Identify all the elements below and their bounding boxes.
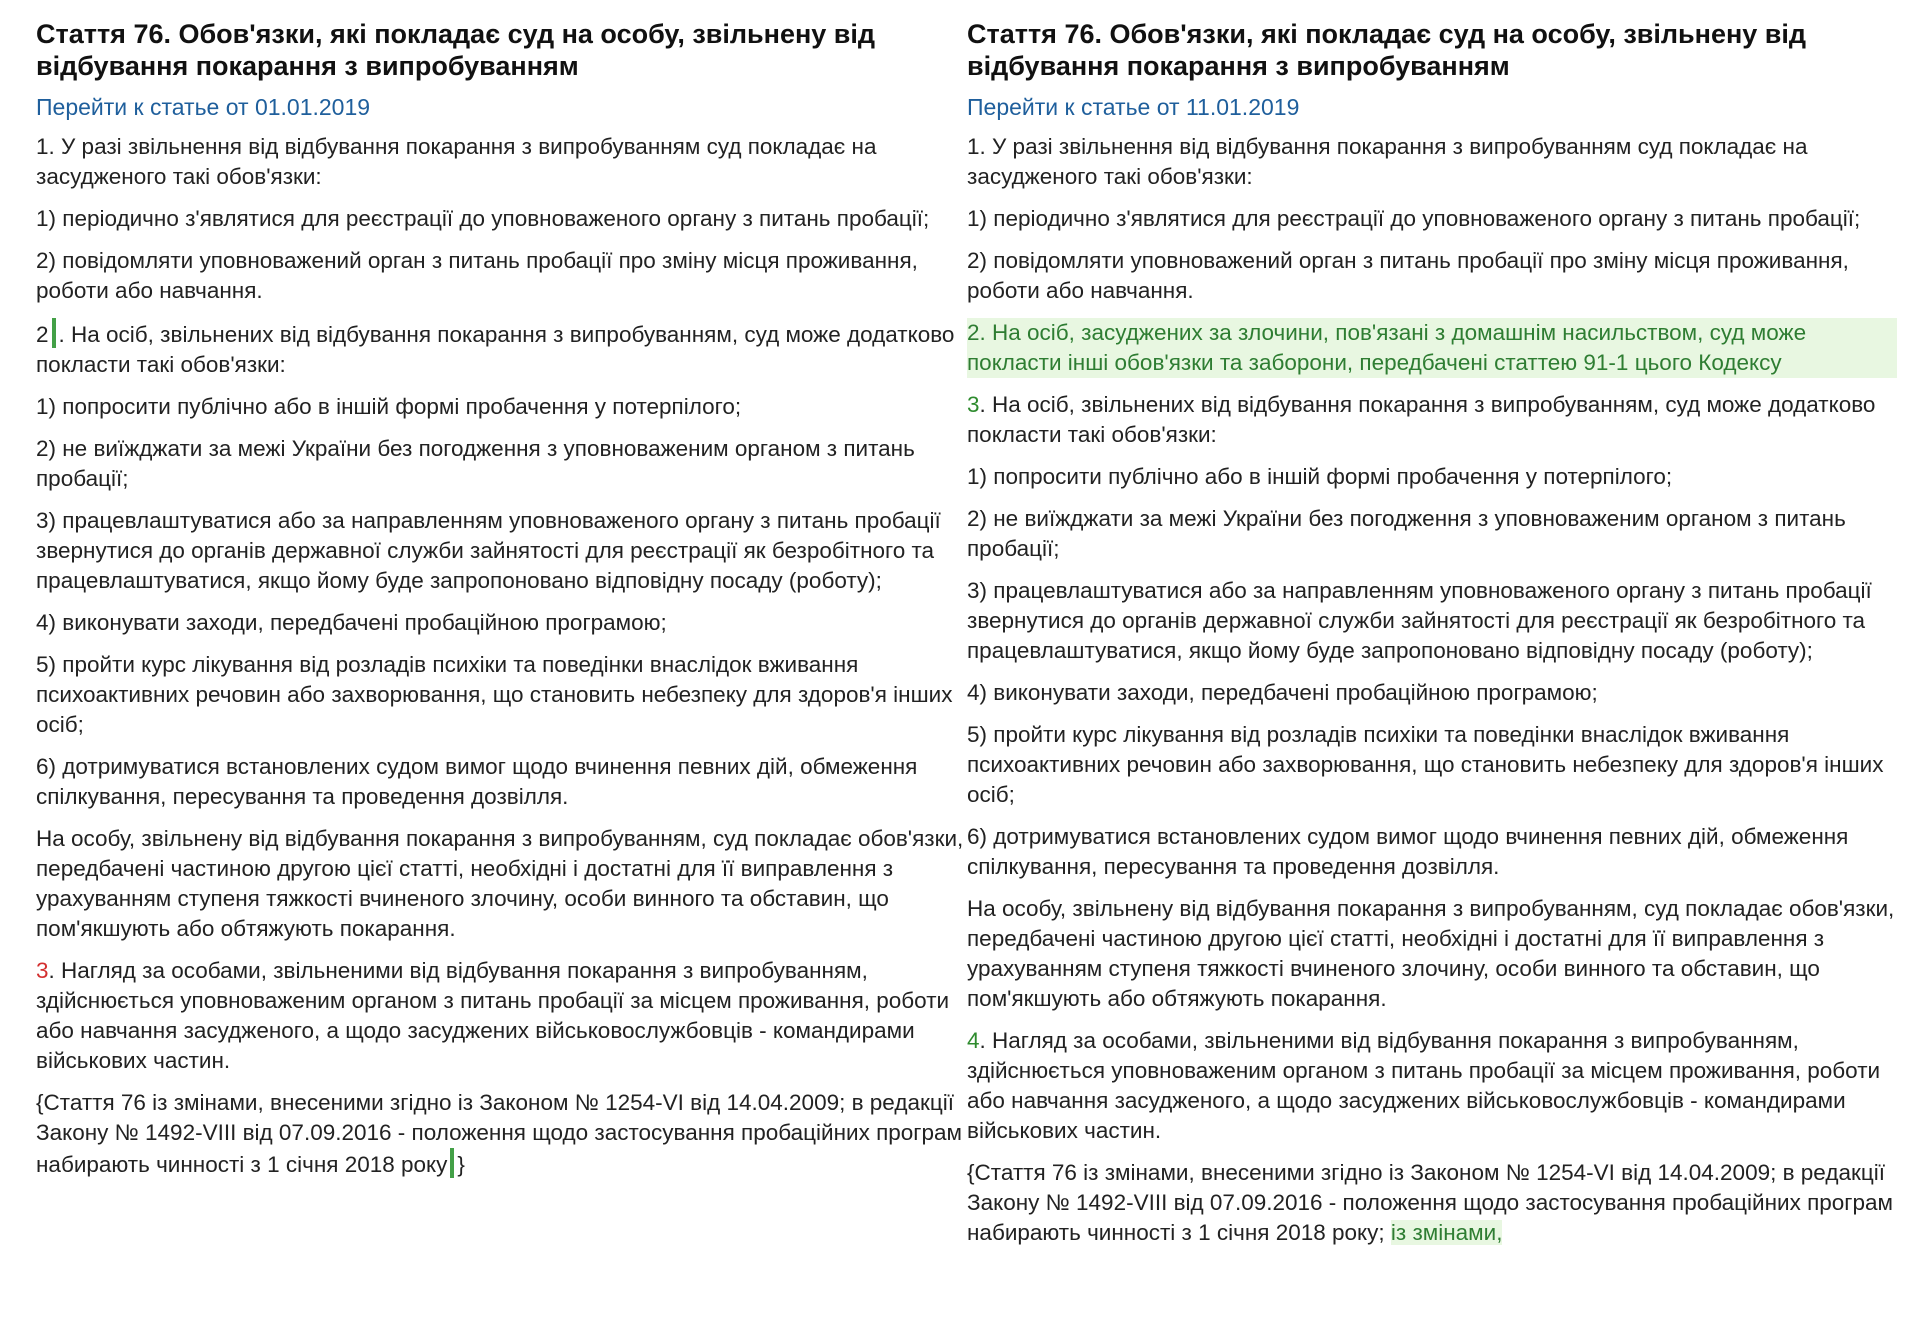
paragraph-2-item-6: 6) дотримуватися встановлених судом вимог щодо вчинення певних дій, обмеження спілкування, пересування та проведення дозвілля. — [36, 754, 918, 809]
paragraph-1-item-2: 2) повідомляти уповноважений орган з питань пробації про зміну місця проживання, роботи або навчання. — [967, 248, 1849, 303]
paragraph-1: 1. У разі звільнення від відбування покарання з випробуванням суд покладає на засудженого такі обов'язки: — [36, 134, 877, 189]
change-marker — [450, 1148, 454, 1178]
amendment-note-text: {Стаття 76 із змінами, внесеними згідно із Законом № 1254-VI від 14.04.2009; в редакції Закону № 1492-VIII від 07.09.2016 - положення щодо застосування пробаційних програм набирають чинності з 1 січня 2018 року; — [967, 1160, 1893, 1245]
paragraph-3-text: . Нагляд за особами, звільненими від відбування покарання з випробуванням, здійснюється уповноваженим органом з питань пробації за місцем проживання, роботи або навчання засудженого, а щодо засуджених військовослужбовців - командирами військових частин. — [36, 958, 950, 1073]
paragraph-1-item-1: 1) періодично з'являтися для реєстрації до уповноваженого органу з питань пробації; — [967, 206, 1861, 231]
paragraph-3 — [36, 956, 966, 1076]
paragraph-2-item-3: 3) працевлаштуватися або за направленням уповноваженого органу з питань пробації звернутися до органів державної служби зайнятості для реєстрації як безробітного та працевлаштуватися, якщо йому буде запропоновано відповідну посаду (роботу); — [36, 508, 941, 593]
paragraph-3-item-3: 3) працевлаштуватися або за направленням уповноваженого органу з питань пробації звернутися до органів державної служби зайнятості для реєстрації як безробітного та працевлаштуватися, якщо йому буде запропоновано відповідну посаду (роботу); — [967, 578, 1872, 663]
paragraph-1-item-1: 1) періодично з'являтися для реєстрації до уповноваженого органу з питань пробації; — [36, 206, 930, 231]
amendment-note — [36, 1088, 966, 1180]
paragraph-3 — [967, 390, 1897, 450]
paragraph-2-number: 2 — [36, 322, 49, 347]
paragraph-3-item-6: 6) дотримуватися встановлених судом вимог щодо вчинення певних дій, обмеження спілкування, пересування та проведення дозвілля. — [967, 824, 1849, 879]
paragraph-3-number-added: 3 — [967, 392, 980, 417]
amendment-note-end: } — [457, 1152, 465, 1177]
paragraph-4 — [967, 1026, 1897, 1146]
paragraph-4-number-added: 4 — [967, 1028, 980, 1053]
paragraph-3-number-removed: 3 — [36, 958, 49, 983]
paragraph-1: 1. У разі звільнення від відбування покарання з випробуванням суд покладає на засудженого такі обов'язки: — [967, 134, 1808, 189]
paragraph-3-item-5: 5) пройти курс лікування від розладів психіки та поведінки внаслідок вживання психоактивних речовин або захворювання, що становить небезпеку для здоров'я інших осіб; — [967, 722, 1884, 807]
right-version-column — [967, 18, 1897, 1260]
paragraph-4-text: . Нагляд за особами, звільненими від відбування покарання з випробуванням, здійснюється уповноваженим органом з питань пробації за місцем проживання, роботи або навчання засудженого, а щодо засуджених військовослужбовців - командирами військових частин. — [967, 1028, 1881, 1143]
paragraph-2-item-1: 1) попросити публічно або в іншій формі пробачення у потерпілого; — [36, 394, 742, 419]
article-title: Стаття 76. Обов'язки, які покладає суд на особу, звільнену від відбування покарання з випробуванням — [36, 19, 876, 81]
paragraph-2-item-5: 5) пройти курс лікування від розладів психіки та поведінки внаслідок вживання психоактивних речовин або захворювання, що становить небезпеку для здоров'я інших осіб; — [36, 652, 953, 737]
goto-article-link[interactable]: Перейти к статье от 11.01.2019 — [967, 94, 1300, 120]
paragraph-3-tail: На особу, звільнену від відбування покарання з випробуванням, суд покладає обов'язки, передбачені частиною другою цієї статті, необхідні і достатні для її виправлення з урахуванням ступеня тяжкості вчиненого злочину, особи винного та обставин, що пом'якшують або обтяжують покарання. — [967, 896, 1895, 1011]
article-title: Стаття 76. Обов'язки, які покладає суд на особу, звільнену від відбування покарання з випробуванням — [967, 19, 1807, 81]
paragraph-2-item-2: 2) не виїжджати за межі України без погодження з уповноваженим органом з питань пробації; — [36, 436, 915, 491]
amendment-note — [967, 1158, 1897, 1248]
paragraph-2 — [36, 318, 966, 380]
left-version-column — [36, 18, 966, 1192]
amendment-note-added: із змінами, — [1390, 1220, 1503, 1245]
paragraph-2-text: . На осіб, звільнених від відбування покарання з випробуванням, суд може додатково покласти такі обов'язки: — [36, 322, 955, 377]
paragraph-3-item-2: 2) не виїжджати за межі України без погодження з уповноваженим органом з питань пробації; — [967, 506, 1846, 561]
paragraph-3-item-1: 1) попросити публічно або в іншій формі пробачення у потерпілого; — [967, 464, 1673, 489]
amendment-note-text: {Стаття 76 із змінами, внесеними згідно із Законом № 1254-VI від 14.04.2009; в редакції Закону № 1492-VIII від 07.09.2016 - положення щодо застосування пробаційних програм набирають чинності з 1 січня 2018 року — [36, 1090, 962, 1177]
goto-article-link[interactable]: Перейти к статье от 01.01.2019 — [36, 94, 371, 120]
paragraph-2-added: 2. На осіб, засуджених за злочини, пов'язані з домашнім насильством, суд може покласти інші обов'язки та заборони, передбачені статтею 91-1 цього Кодексу — [967, 318, 1897, 378]
paragraph-3-text: . На осіб, звільнених від відбування покарання з випробуванням, суд може додатково покласти такі обов'язки: — [967, 392, 1876, 447]
paragraph-3-item-4: 4) виконувати заходи, передбачені пробаційною програмою; — [967, 680, 1598, 705]
paragraph-2-item-4: 4) виконувати заходи, передбачені пробаційною програмою; — [36, 610, 667, 635]
paragraph-2-tail: На особу, звільнену від відбування покарання з випробуванням, суд покладає обов'язки, передбачені частиною другою цієї статті, необхідні і достатні для її виправлення з урахуванням ступеня тяжкості вчиненого злочину, особи винного та обставин, що пом'якшують або обтяжують покарання. — [36, 826, 964, 941]
change-marker — [52, 318, 56, 348]
paragraph-1-item-2: 2) повідомляти уповноважений орган з питань пробації про зміну місця проживання, роботи або навчання. — [36, 248, 918, 303]
